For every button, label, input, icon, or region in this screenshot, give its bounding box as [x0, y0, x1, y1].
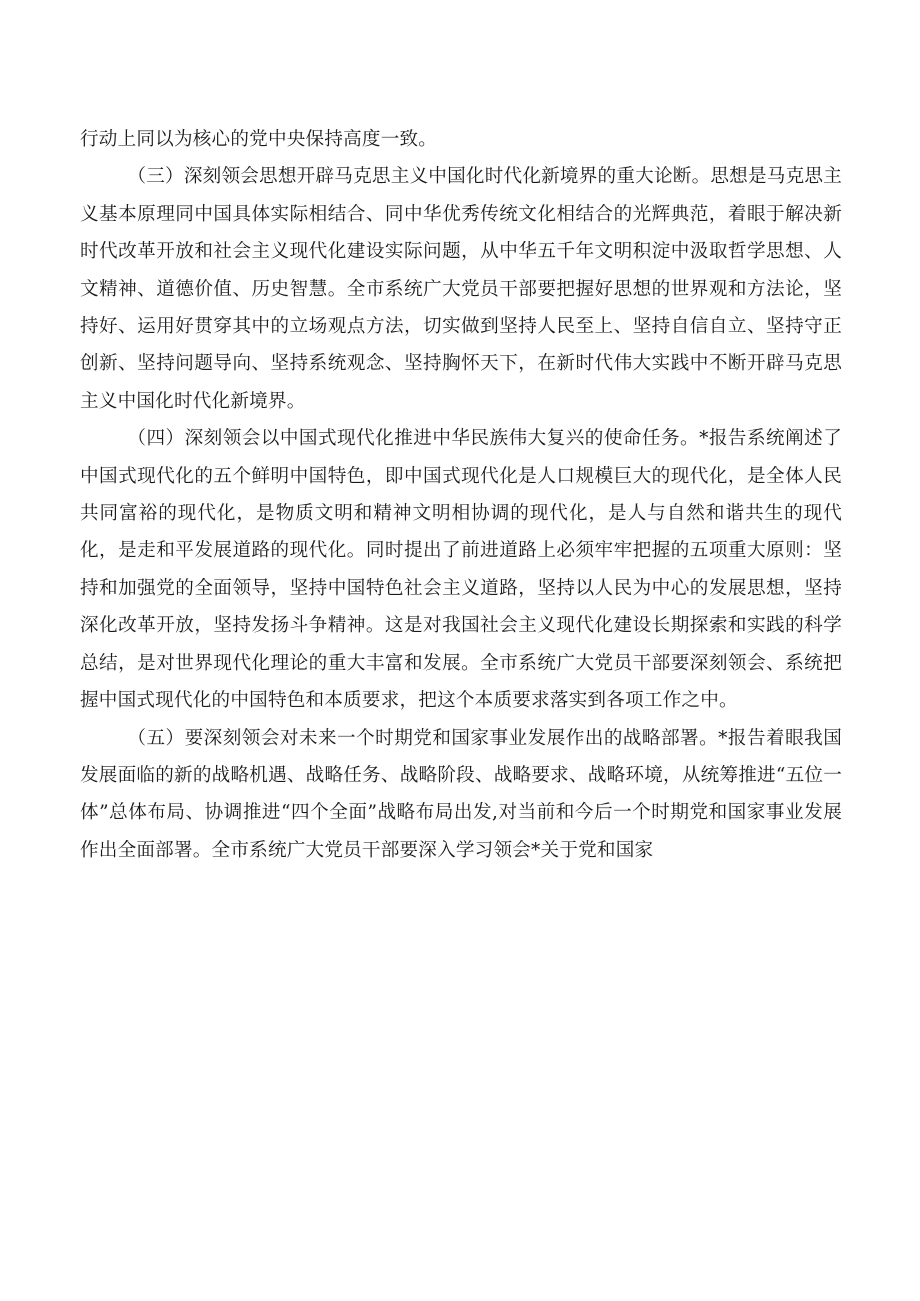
paragraph-continuation: 行动上同以为核心的党中央保持高度一致。	[80, 129, 438, 150]
paragraph-section-four: （四）深刻领会以中国式现代化推进中华民族伟大复兴的使命任务。*报告系统阐述了中国式现代化的五个鲜明中国特色，即中国式现代化是人口规模巨大的现代化，是全体人民共同富裕的现代化，是物质文明和精神文明相协调的现代化，是人与自然和谐共生的现代化，是走和平发展道路的现代化。同时提出了前进道路上必须牢牢把握的五项重大原则：坚持和加强党的全面领导，坚持中国特色社会主义道路，坚持以人民为中心的发展思想，坚持深化改革开放，坚持发扬斗争精神。这是对我国社会主义现代化建设长期探索和实践的科学总结，是对世界现代化理论的重大丰富和发展。全市系统广大党员干部要深刻领会、系统把握中国式现代化的中国特色和本质要求，把这个本质要求落实到各项工作之中。	[80, 428, 842, 712]
paragraph-section-three: （三）深刻领会思想开辟马克思主义中国化时代化新境界的重大论断。思想是马克思主义基本原理同中国具体实际相结合、同中华优秀传统文化相结合的光辉典范，着眼于解决新时代改革开放和社会主义现代化建设实际问题，从中华五千年文明积淀中汲取哲学思想、人文精神、道德价值、历史智慧。全市系统广大党员干部要把握好思想的世界观和方法论，坚持好、运用好贯穿其中的立场观点方法，切实做到坚持人民至上、坚持自信自立、坚持守正创新、坚持问题导向、坚持系统观念、坚持胸怀天下，在新时代伟大实践中不断开辟马克思主义中国化时代化新境界。	[80, 166, 842, 412]
document-body	[80, 121, 842, 869]
paragraph-section-five: （五）要深刻领会对未来一个时期党和国家事业发展作出的战略部署。*报告着眼我国发展面临的新的战略机遇、战略任务、战略阶段、战略要求、战略环境，从统筹推进“五位一体”总体布局、协调推进“四个全面”战略布局出发,对当前和今后一个时期党和国家事业发展作出全面部署。全市系统广大党员干部要深入学习领会*关于党和国家	[80, 727, 842, 861]
